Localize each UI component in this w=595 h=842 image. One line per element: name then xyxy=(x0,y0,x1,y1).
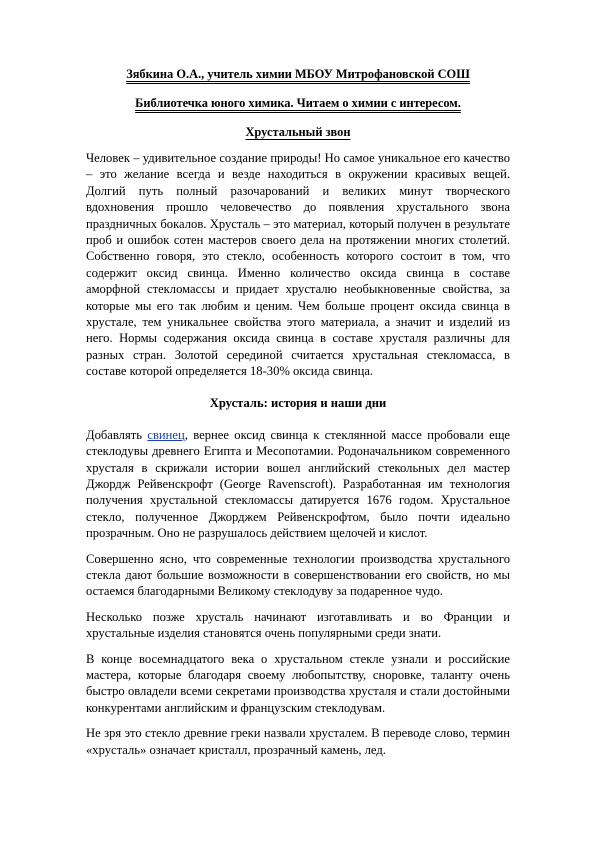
series-line: Библиотечка юного химика. Читаем о химии с интересом. xyxy=(135,96,461,110)
history-paragraph-1-rest: , вернее оксид свинца к стеклянной массе пробовали еще стеклодувы древнего Египта и Месопотамии. Родоначальником современного хрусталя в скрижали истории вошел английский стекольных дел мастер Джордж Рейвенскрофт (George Ravenscroft). Разработанная им технология получения хрустальной стекломассы датируется 1676 годом. Хрустальное стекло, полученное Джорджем Рейвенскрофтом, было почти идеально прозрачным. Оно не разрушалось действием щелочей и кислот. xyxy=(86,427,510,541)
history-paragraph-1 xyxy=(86,427,510,542)
history-paragraph-2: Совершенно ясно, что современные технологии производства хрустального стекла дают большие возможности в совершенствовании его свойств, но мы остаемся благодарными Великому стеклодуву за подаренное чудо. xyxy=(86,551,510,599)
history-paragraph-3: Несколько позже хрусталь начинают изготавливать и во Франции и хрустальные изделия становятся очень популярными среди знати. xyxy=(86,609,510,641)
author-line: Зябкина О.А., учитель химии МБОУ Митрофановской СОШ xyxy=(126,67,470,81)
history-paragraph-5: Не зря это стекло древние греки назвали хрусталем. В переводе слово, термин «хрусталь» означает кристалл, прозрачный камень, лед. xyxy=(86,726,510,757)
intro-paragraph: Человек – удивительное создание природы! Но самое уникальное его качество – это желание всегда и везде находиться в окружении красивых вещей. Долгий путь полный разочарований и великих минут творческого вдохновения прошло человечество до появления хрустального звона праздничных бокалов. Хрусталь – это материал, который получен в результате проб и ошибок сотен мастеров своего дела на протяжении многих столетий. Собственно говоря, это стекло, особенность которого состоит в том, что содержит оксид свинца. Именно количество оксида свинца в составе аморфной стекломассы и придает хрусталю необыкновенные свойства, за которые мы его так любим и ценим. Чем больше процент оксида свинца в хрустале, тем уникальнее свойства этого материала, а значит и изделий из него. Нормы содержания оксида свинца в составе хрусталя различны для разных стран. Золотой серединой считается хрустальная стекломасса, в составе которой определяется 18-30% оксида свинца. xyxy=(86,151,510,379)
document-page xyxy=(86,66,510,758)
history-paragraph-1-start: Добавлять xyxy=(86,427,148,442)
lead-link[interactable]: свинец xyxy=(147,427,185,442)
document-title: Хрустальный звон xyxy=(245,125,351,139)
history-paragraph-4: В конце восемнадцатого века о хрустальном стекле узнали и российские мастера, которые благодаря своему любопытству, сноровке, таланту очень быстро овладели всеми секретами производства хрусталя и стали достойными конкурентами английским и французским стеклодувам. xyxy=(86,651,510,715)
section-title: Хрусталь: история и наши дни xyxy=(209,395,387,410)
